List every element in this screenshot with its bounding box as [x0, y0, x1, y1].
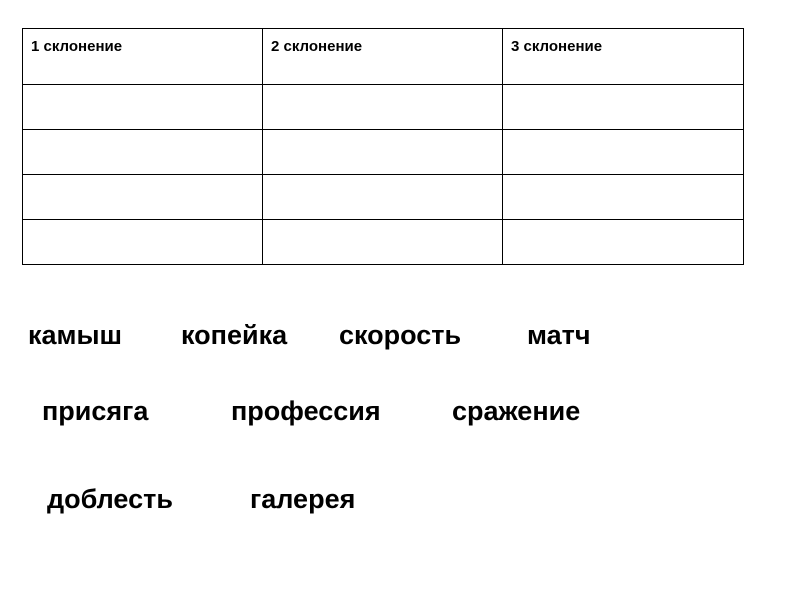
declension-table [22, 28, 744, 265]
word-item: скорость [339, 320, 462, 350]
column-header-declension-3: 3 склонение [503, 29, 744, 85]
word-item: доблесть [47, 484, 173, 514]
word-item: камыш [28, 320, 123, 350]
word-item: матч [527, 320, 591, 350]
word-item: копейка [181, 320, 288, 350]
table-row [23, 85, 744, 130]
table-cell[interactable] [23, 220, 263, 265]
column-header-declension-1: 1 склонение [23, 29, 263, 85]
table-header-row [23, 29, 744, 85]
table-cell[interactable] [263, 85, 503, 130]
table-row [23, 220, 744, 265]
word-item: галерея [250, 484, 356, 514]
word-item: сражение [452, 396, 581, 426]
word-item: присяга [42, 396, 149, 426]
table-cell[interactable] [263, 175, 503, 220]
table-cell[interactable] [503, 175, 744, 220]
table-cell[interactable] [23, 130, 263, 175]
table-cell[interactable] [263, 130, 503, 175]
table-cell[interactable] [23, 175, 263, 220]
table-cell[interactable] [23, 85, 263, 130]
table-row [23, 175, 744, 220]
table-row [23, 130, 744, 175]
table-cell[interactable] [503, 130, 744, 175]
table-cell[interactable] [503, 85, 744, 130]
table-cell[interactable] [503, 220, 744, 265]
column-header-declension-2: 2 склонение [263, 29, 503, 85]
word-item: профессия [231, 396, 381, 426]
table-cell[interactable] [263, 220, 503, 265]
